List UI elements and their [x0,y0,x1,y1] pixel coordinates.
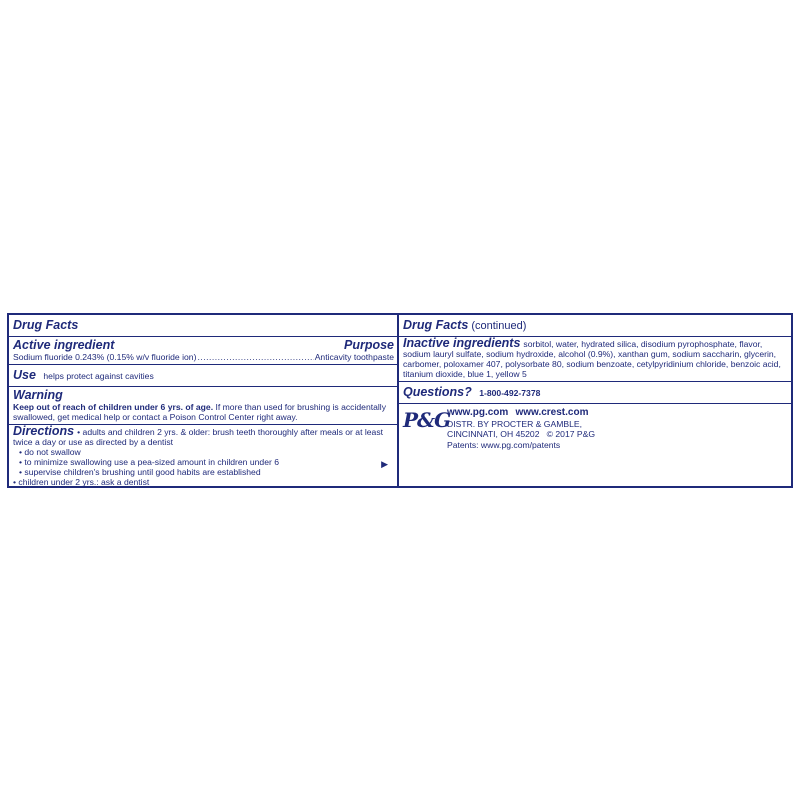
warning-heading: Warning [13,388,63,402]
inactive-text: sorbitol, water, hydrated silica, disodium pyrophosphate, flavor, sodium lauryl sulfate, sodium hydroxide, alcohol (0.9%), xanthan gum, sodium saccharin, glycerin, carbomer, poloxamer 407, polysorbate 80, sodium benzoate, cetylpyridinium chloride, benzoic acid, titanium dioxide, blue 1, yellow 5 [403,339,781,379]
questions-heading: Questions? [403,385,472,399]
active-ingredient-heading: Active ingredient [13,338,115,352]
distributor: DISTR. BY PROCTER & GAMBLE, [447,418,582,429]
drug-facts-panel [7,313,400,488]
warning-bold-text: Keep out of reach of children under 6 yrs. of age. [13,402,214,412]
active-ingredient-row [9,337,398,365]
pg-logo: P&G [403,408,451,432]
pg-website: www.pg.com [447,407,509,418]
manufacturer-info [447,407,595,450]
copyright: © 2017 P&G [546,429,596,439]
directions-last: • children under 2 yrs.: ask a dentist [13,477,150,487]
warning-row [9,387,398,425]
inactive-ingredients-row [399,337,791,382]
directions-sub-item: • to minimize swallowing use a pea-sized amount in children under 6 [19,457,279,467]
directions-sub-item: • supervise children's brushing until good habits are established [19,467,261,477]
use-row [9,365,398,387]
inactive-heading: Inactive ingredients [403,336,521,350]
patents: Patents: www.pg.com/patents [447,439,561,450]
drug-facts-title-row [9,315,398,337]
city: CINCINNATI, OH 45202 [447,429,540,439]
use-heading: Use [13,368,36,382]
manufacturer-row [399,404,791,482]
leader-dots [197,352,313,362]
continued-suffix: (continued) [468,320,527,332]
directions-first: • adults and children 2 yrs. & older: brush teeth thoroughly after meals or at least twice a day or use as directed by a dentist [13,427,384,447]
purpose-text: Anticavity toothpaste [314,352,394,362]
purpose-heading: Purpose [343,338,394,352]
directions-row [9,424,398,487]
drug-facts-title: Drug Facts [13,318,79,332]
warning-text: If more than used for brushing is accidentally swallowed, get medical help or contact a Poison Control Center right away. [13,402,387,422]
directions-sub-item: • do not swallow [19,447,81,457]
questions-phone: 1-800-492-7378 [479,388,541,398]
directions-heading: Directions [13,424,75,438]
continue-arrow-icon: ▶ [381,459,388,469]
crest-website: www.crest.com [515,407,589,418]
continued-title: Drug Facts [403,318,469,332]
use-text: helps protect against cavities [43,371,154,381]
continued-title-row [399,315,791,337]
drug-facts-continued-panel [397,313,793,488]
active-ingredient-text: Sodium fluoride 0.243% (0.15% w/v fluoride ion) [13,352,197,362]
questions-row [399,382,791,404]
